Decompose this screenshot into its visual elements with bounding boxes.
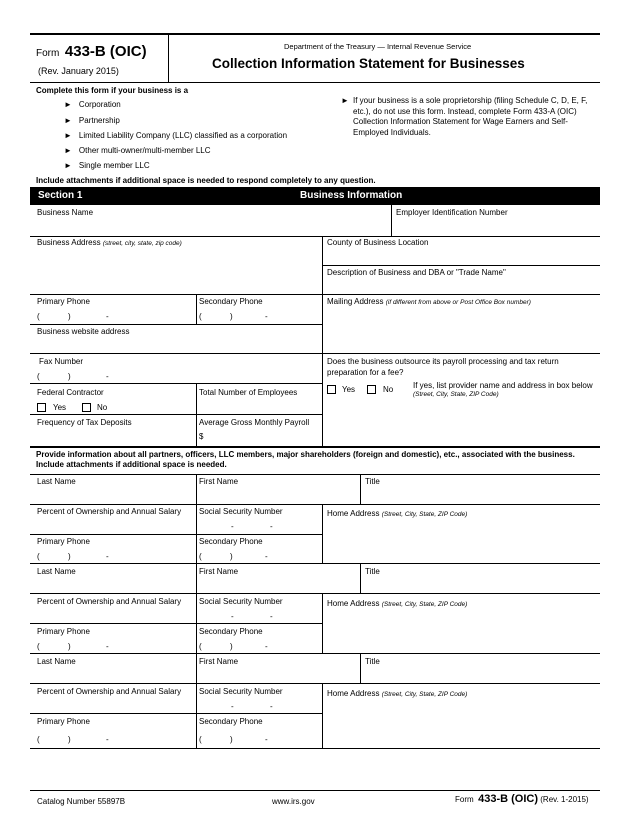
- header-top-rule: [30, 33, 600, 35]
- description-field[interactable]: Description of Business and DBA or "Trade Name": [327, 268, 506, 277]
- ssn-field[interactable]: - -: [231, 702, 273, 711]
- type-llc-corp: ► Limited Liability Company (LLC) classified as a corporation: [64, 131, 288, 140]
- form-revision: (Rev. January 2015): [38, 66, 119, 76]
- irs-website: www.irs.gov: [272, 797, 315, 806]
- section1-number: Section 1: [38, 190, 83, 201]
- department-line: Department of the Treasury — Internal Revenue Service: [284, 42, 472, 51]
- primary-phone-field[interactable]: ( ) -: [37, 552, 109, 561]
- owners-top-rule: [30, 474, 600, 475]
- title-field[interactable]: Title: [365, 657, 380, 666]
- title-field[interactable]: Title: [365, 567, 380, 576]
- grid-line: [322, 593, 323, 653]
- grid-line: [196, 294, 197, 324]
- fax-field[interactable]: ( ) -: [37, 372, 109, 381]
- tax-deposits-field[interactable]: Frequency of Tax Deposits: [37, 418, 132, 427]
- grid-line: [30, 653, 600, 654]
- primary-phone-label: Primary Phone: [37, 717, 90, 726]
- ownership-salary-field[interactable]: Percent of Ownership and Annual Salary: [37, 687, 182, 696]
- last-name-field[interactable]: Last Name: [37, 567, 76, 576]
- type-other-llc: ► Other multi-owner/multi-member LLC: [64, 146, 211, 155]
- home-address-field[interactable]: Home Address (Street, City, State, ZIP Code): [327, 509, 468, 518]
- grid-line: [30, 504, 600, 505]
- footer-rule: [30, 790, 600, 791]
- ssn-label: Social Security Number: [199, 687, 283, 696]
- contractor-no-checkbox[interactable]: [82, 403, 91, 412]
- grid-line: [322, 236, 323, 446]
- business-address-field[interactable]: Business Address (street, city, state, zip code): [37, 238, 182, 247]
- contractor-yes-checkbox[interactable]: [37, 403, 46, 412]
- section1-bar: [30, 187, 600, 205]
- type-single-llc: ► Single member LLC: [64, 161, 150, 170]
- grid-line: [30, 353, 600, 354]
- avg-payroll-field[interactable]: $: [199, 432, 204, 441]
- grid-line: [30, 713, 322, 714]
- primary-phone-label: Primary Phone: [37, 537, 90, 546]
- secondary-phone-label: Secondary Phone: [199, 627, 263, 636]
- complete-if-text: Complete this form if your business is a: [36, 86, 189, 95]
- grid-line: [30, 414, 322, 415]
- ownership-salary-field[interactable]: Percent of Ownership and Annual Salary: [37, 507, 182, 516]
- form-label: Form 433-B (OIC): [36, 43, 147, 60]
- grid-line: [30, 623, 322, 624]
- grid-line: [30, 683, 600, 684]
- grid-line: [30, 748, 600, 749]
- website-field[interactable]: Business website address: [37, 327, 130, 336]
- total-employees-field[interactable]: Total Number of Employees: [199, 388, 298, 397]
- grid-line: [196, 474, 197, 504]
- header-bottom-rule: [30, 82, 600, 83]
- ssn-label: Social Security Number: [199, 507, 283, 516]
- type-corporation: ► Corporation: [64, 100, 121, 109]
- grid-line: [196, 563, 197, 593]
- secondary-phone-field[interactable]: ( ) -: [199, 552, 268, 561]
- grid-line: [30, 563, 600, 564]
- header-divider: [168, 33, 169, 82]
- ssn-label: Social Security Number: [199, 597, 283, 606]
- contractor-yes-label: Yes: [53, 403, 67, 412]
- footer-form-id: Form 433-B (OIC) (Rev. 1-2015): [455, 793, 589, 805]
- primary-phone-label: Primary Phone: [37, 627, 90, 636]
- primary-phone-field[interactable]: ( ) -: [37, 735, 109, 744]
- home-address-field[interactable]: Home Address (Street, City, State, ZIP Code): [327, 689, 468, 698]
- home-address-field[interactable]: Home Address (Street, City, State, ZIP Code): [327, 599, 468, 608]
- payroll-no-label: No: [383, 385, 394, 394]
- grid-line: [196, 653, 197, 683]
- payroll-address-hint: (Street, City, State, ZIP Code): [413, 391, 499, 398]
- first-name-field[interactable]: First Name: [199, 477, 239, 486]
- payroll-ifyes-text: If yes, list provider name and address in box below: [413, 381, 593, 390]
- primary-phone-label: Primary Phone: [37, 297, 90, 306]
- avg-payroll-label: Average Gross Monthly Payroll: [199, 418, 310, 427]
- grid-line: [322, 265, 600, 266]
- ssn-field[interactable]: - -: [231, 612, 273, 621]
- type-partnership: ► Partnership: [64, 116, 120, 125]
- secondary-phone-label: Secondary Phone: [199, 297, 263, 306]
- business-name-field[interactable]: Business Name: [37, 208, 94, 217]
- payroll-yes-checkbox[interactable]: [327, 385, 336, 394]
- owners-instructions: Provide information about all partners, officers, LLC members, major shareholders (foreign and domestic), etc., associated with the business. Include attachments if additional space is needed.: [36, 450, 575, 469]
- payroll-no-checkbox[interactable]: [367, 385, 376, 394]
- secondary-phone-field[interactable]: ( ) -: [199, 735, 268, 744]
- section1-title: Business Information: [300, 190, 403, 201]
- grid-line: [30, 383, 322, 384]
- title-field[interactable]: Title: [365, 477, 380, 486]
- grid-line: [30, 236, 600, 237]
- arrow-icon: ►: [341, 96, 349, 105]
- grid-line: [322, 683, 323, 748]
- first-name-field[interactable]: First Name: [199, 567, 239, 576]
- catalog-number: Catalog Number 55897B: [37, 797, 126, 806]
- ssn-field[interactable]: - -: [231, 522, 273, 531]
- ein-field[interactable]: Employer Identification Number: [396, 208, 508, 217]
- payroll-question: Does the business outsource its payroll processing and tax return preparation for a fee?: [327, 357, 559, 377]
- grid-line: [360, 563, 361, 593]
- county-field[interactable]: County of Business Location: [327, 238, 429, 247]
- grid-line: [196, 683, 197, 748]
- federal-contractor-label: Federal Contractor: [37, 388, 104, 397]
- contractor-no-label: No: [97, 403, 108, 412]
- payroll-yes-label: Yes: [342, 385, 356, 394]
- last-name-field[interactable]: Last Name: [37, 477, 76, 486]
- primary-phone-field[interactable]: ( ) -: [37, 642, 109, 651]
- grid-line: [30, 324, 322, 325]
- secondary-phone-field[interactable]: ( ) -: [199, 312, 268, 321]
- secondary-phone-field[interactable]: ( ) -: [199, 642, 268, 651]
- secondary-phone-label: Secondary Phone: [199, 717, 263, 726]
- grid-line: [322, 504, 323, 563]
- attachments-note: Include attachments if additional space is needed to respond completely to any question.: [36, 176, 376, 185]
- secondary-phone-label: Secondary Phone: [199, 537, 263, 546]
- grid-line: [30, 294, 600, 295]
- first-name-field[interactable]: First Name: [199, 657, 239, 666]
- last-name-field[interactable]: Last Name: [37, 657, 76, 666]
- ownership-salary-field[interactable]: Percent of Ownership and Annual Salary: [37, 597, 182, 606]
- grid-line: [30, 534, 322, 535]
- page-title: Collection Information Statement for Businesses: [212, 56, 525, 71]
- primary-phone-field[interactable]: ( ) -: [37, 312, 109, 321]
- grid-line: [360, 474, 361, 504]
- grid-line: [391, 205, 392, 236]
- grid-line: [30, 593, 600, 594]
- grid-line: [30, 446, 600, 448]
- grid-line: [360, 653, 361, 683]
- form-number: 433-B (OIC): [64, 43, 147, 60]
- fax-label: Fax Number: [39, 357, 84, 366]
- mailing-address-field[interactable]: Mailing Address (if different from above or Post Office Box number): [327, 297, 531, 306]
